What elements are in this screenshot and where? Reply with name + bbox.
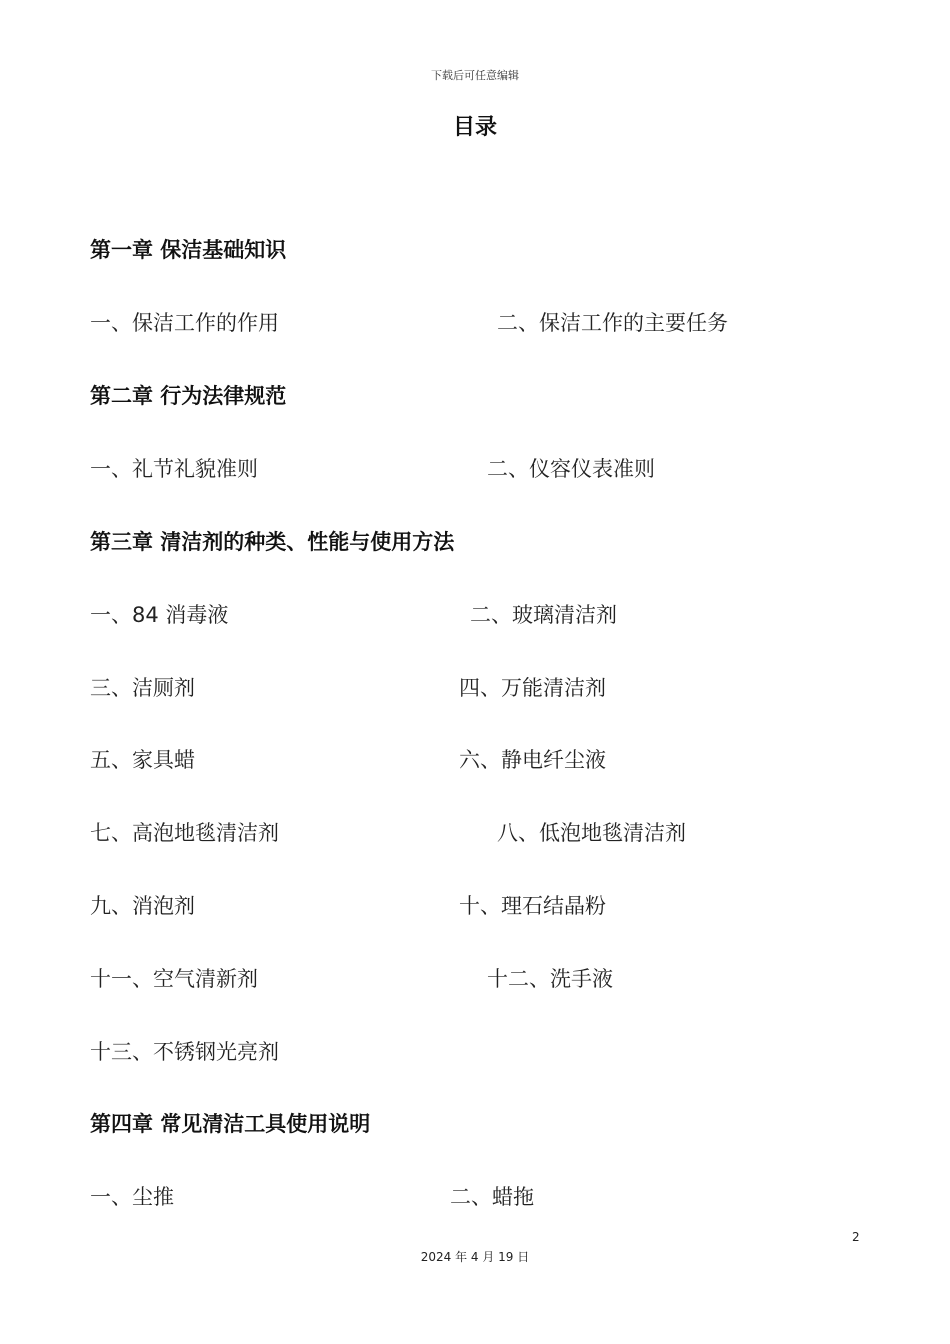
toc-entry: 四、万能清洁剂 <box>459 676 606 700</box>
chapter-3-heading: 第三章 清洁剂的种类、性能与使用方法 <box>90 530 455 554</box>
chapter-2-heading: 第二章 行为法律规范 <box>90 384 287 408</box>
toc-entry: 一、尘推 <box>90 1185 174 1209</box>
toc-entry: 二、蜡拖 <box>450 1185 534 1209</box>
toc-entry: 七、高泡地毯清洁剂 <box>90 821 279 845</box>
page-header: 下载后可任意编辑 <box>431 69 519 82</box>
toc-entry: 九、消泡剂 <box>90 894 195 918</box>
toc-entry: 一、礼节礼貌准则 <box>90 457 258 481</box>
toc-entry: 二、保洁工作的主要任务 <box>497 311 728 335</box>
chapter-1-heading: 第一章 保洁基础知识 <box>90 238 287 262</box>
toc-entry: 六、静电纤尘液 <box>459 748 606 772</box>
toc-entry: 三、洁厕剂 <box>90 676 195 700</box>
toc-entry: 十二、洗手液 <box>487 967 613 991</box>
chapter-4-heading: 第四章 常见清洁工具使用说明 <box>90 1112 371 1136</box>
toc-entry: 二、仪容仪表准则 <box>487 457 655 481</box>
page-title: 目录 <box>452 115 497 140</box>
toc-entry: 八、低泡地毯清洁剂 <box>497 821 686 845</box>
toc-entry: 十三、不锈钢光亮剂 <box>90 1040 279 1064</box>
toc-entry: 一、保洁工作的作用 <box>90 311 279 335</box>
toc-entry: 十、理石结晶粉 <box>459 894 606 918</box>
toc-entry: 十一、空气清新剂 <box>90 967 258 991</box>
toc-entry: 一、84 消毒液 <box>90 603 229 627</box>
toc-entry: 二、玻璃清洁剂 <box>470 603 617 627</box>
toc-entry: 五、家具蜡 <box>90 748 195 772</box>
footer-date: 2024 年 4 月 19 日 <box>420 1250 530 1264</box>
page-number: 2 <box>852 1230 860 1244</box>
